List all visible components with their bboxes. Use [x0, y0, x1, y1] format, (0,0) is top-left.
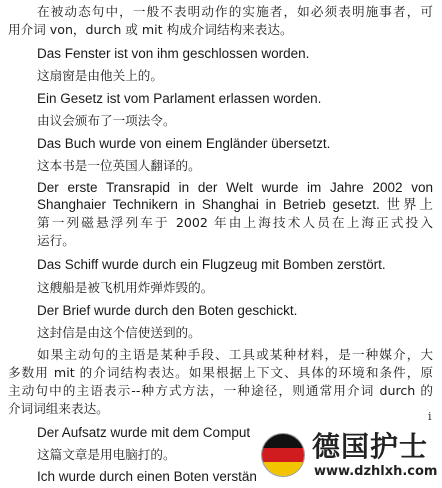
watermark-logo [258, 428, 436, 484]
text-line-2: 用介词 von，durch 或 mit 构成介词结构来表达。 [8, 22, 293, 37]
text-line-8: 这本书是一位英国人翻译的。 [37, 158, 201, 173]
text-line-13: Das Schiff wurde durch ein Flugzeug mit Bomben zerstört. [37, 257, 386, 272]
watermark-brand: 德国护士 [312, 430, 429, 463]
text-line-3: Das Fenster ist von ihm geschlossen worden. [37, 46, 310, 61]
text-line-17: 如果主动句的主语是某种手段、工具或某种材料，是一种媒介，大 [37, 347, 433, 362]
text-line-23: Ich wurde durch einen Boten verstän [37, 469, 257, 484]
text-line-10: Shanghaier Technikern in Shanghai in Betrieb gesetzt. 世界上 [37, 197, 433, 212]
text-line-15: Der Brief wurde durch den Boten geschickt. [37, 303, 298, 318]
text-line-22: 这篇文章是用电脑打的。 [37, 447, 176, 462]
german-flag-icon [262, 434, 304, 476]
flag-stripe-red [262, 448, 304, 462]
text-line-6: 由议会颁布了一项法令。 [37, 113, 176, 128]
flag-stripe-black [262, 434, 304, 448]
text-line-7: Das Buch wurde von einem Engländer übersetzt. [37, 136, 331, 151]
margin-mark: i [428, 410, 432, 423]
text-line-20: 介词词组来表达。 [8, 401, 109, 416]
text-line-14: 这艘船是被飞机用炸弹炸毁的。 [37, 280, 214, 295]
text-line-19: 主动句中的主语表示--种方式方法，一种途径，则通常用介词 durch 的 [8, 383, 433, 398]
text-line-16: 这封信是由这个信使送到的。 [37, 325, 201, 340]
text-line-21: Der Aufsatz wurde mit dem Comput [37, 425, 251, 440]
text-line-11: 第一列磁悬浮列车于 2002 年由上海技术人员在上海正式投入 [37, 215, 433, 230]
text-line-1: 在被动态句中，一般不表明动作的实施者，如必须表明施事者，可 [37, 4, 433, 19]
text-line-5: Ein Gesetz ist vom Parlament erlassen worden. [37, 91, 322, 106]
text-line-12: 运行。 [37, 233, 75, 248]
text-line-4: 这扇窗是由他关上的。 [37, 68, 163, 83]
text-line-18: 多数用 mit 的介词结构表达。如果根据上下文、具体的环境和条件，原 [8, 365, 433, 380]
watermark-url: www.dzhlxh.com [314, 464, 438, 479]
text-line-9: Der erste Transrapid in der Welt wurde im Jahre 2002 von [37, 180, 433, 195]
flag-stripe-gold [262, 462, 304, 476]
